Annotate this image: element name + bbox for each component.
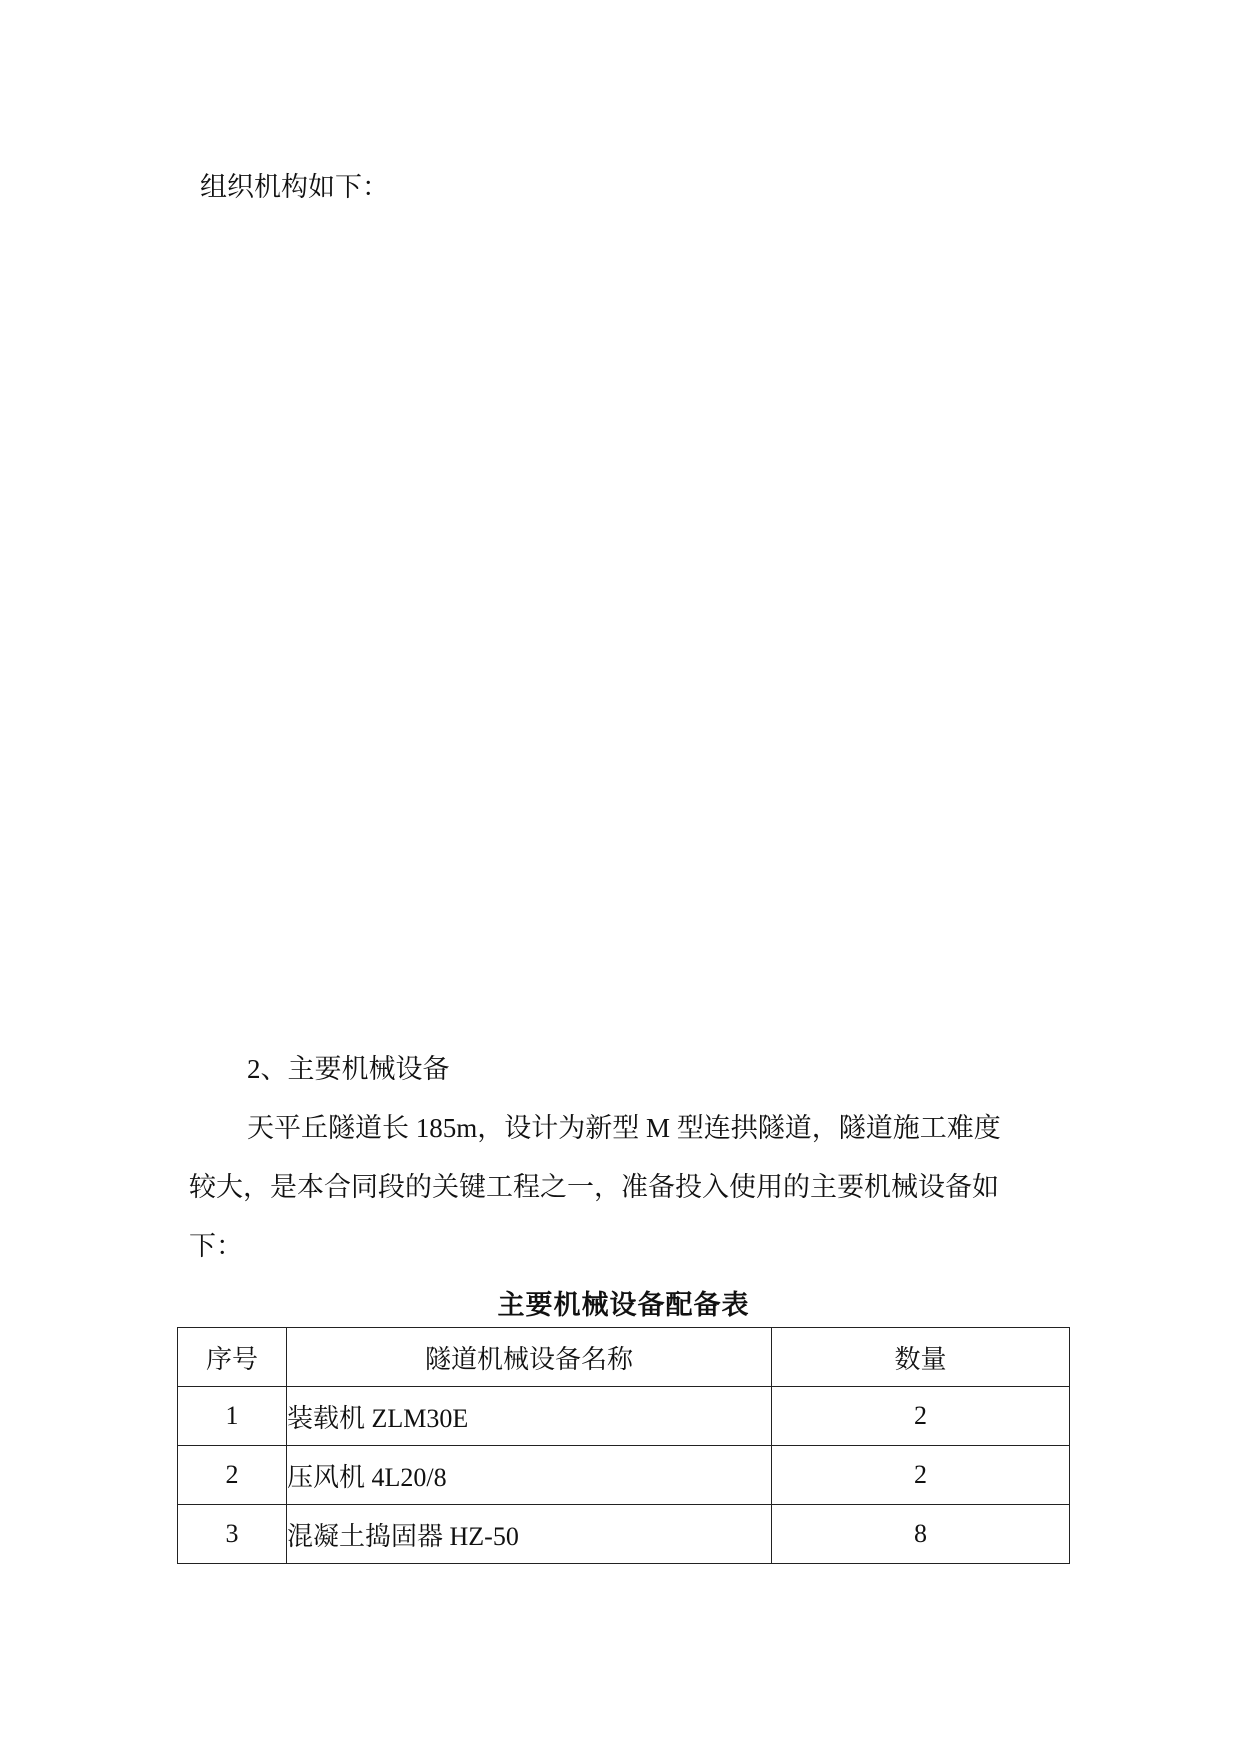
org-structure-intro: 组织机构如下： — [200, 172, 389, 202]
table-row — [178, 1505, 1070, 1564]
table-title: 主要机械设备配备表 — [497, 1290, 750, 1321]
row-serial-number: 1 — [178, 1387, 287, 1446]
equipment-table — [177, 1327, 1070, 1564]
paragraph-line: 下： — [189, 1231, 243, 1261]
paragraph-line: 天平丘隧道长 185m，设计为新型 M 型连拱隧道，隧道施工难度 — [247, 1113, 1001, 1143]
row-quantity: 2 — [772, 1387, 1070, 1446]
table-row — [178, 1446, 1070, 1505]
table-row — [178, 1387, 1070, 1446]
header-equipment-name: 隧道机械设备名称 — [287, 1328, 772, 1387]
section-heading: 2、主要机械设备 — [247, 1054, 450, 1084]
paragraph-line: 较大，是本合同段的关键工程之一，准备投入使用的主要机械设备如 — [189, 1172, 999, 1202]
row-serial-number: 3 — [178, 1505, 287, 1564]
row-serial-number: 2 — [178, 1446, 287, 1505]
header-quantity: 数量 — [772, 1328, 1070, 1387]
row-quantity: 2 — [772, 1446, 1070, 1505]
row-equipment-name: 压风机 4L20/8 — [287, 1446, 772, 1505]
row-quantity: 8 — [772, 1505, 1070, 1564]
row-equipment-name: 混凝土捣固器 HZ-50 — [287, 1505, 772, 1564]
header-serial-number: 序号 — [178, 1328, 287, 1387]
table-header-row — [178, 1328, 1070, 1387]
row-equipment-name: 装载机 ZLM30E — [287, 1387, 772, 1446]
